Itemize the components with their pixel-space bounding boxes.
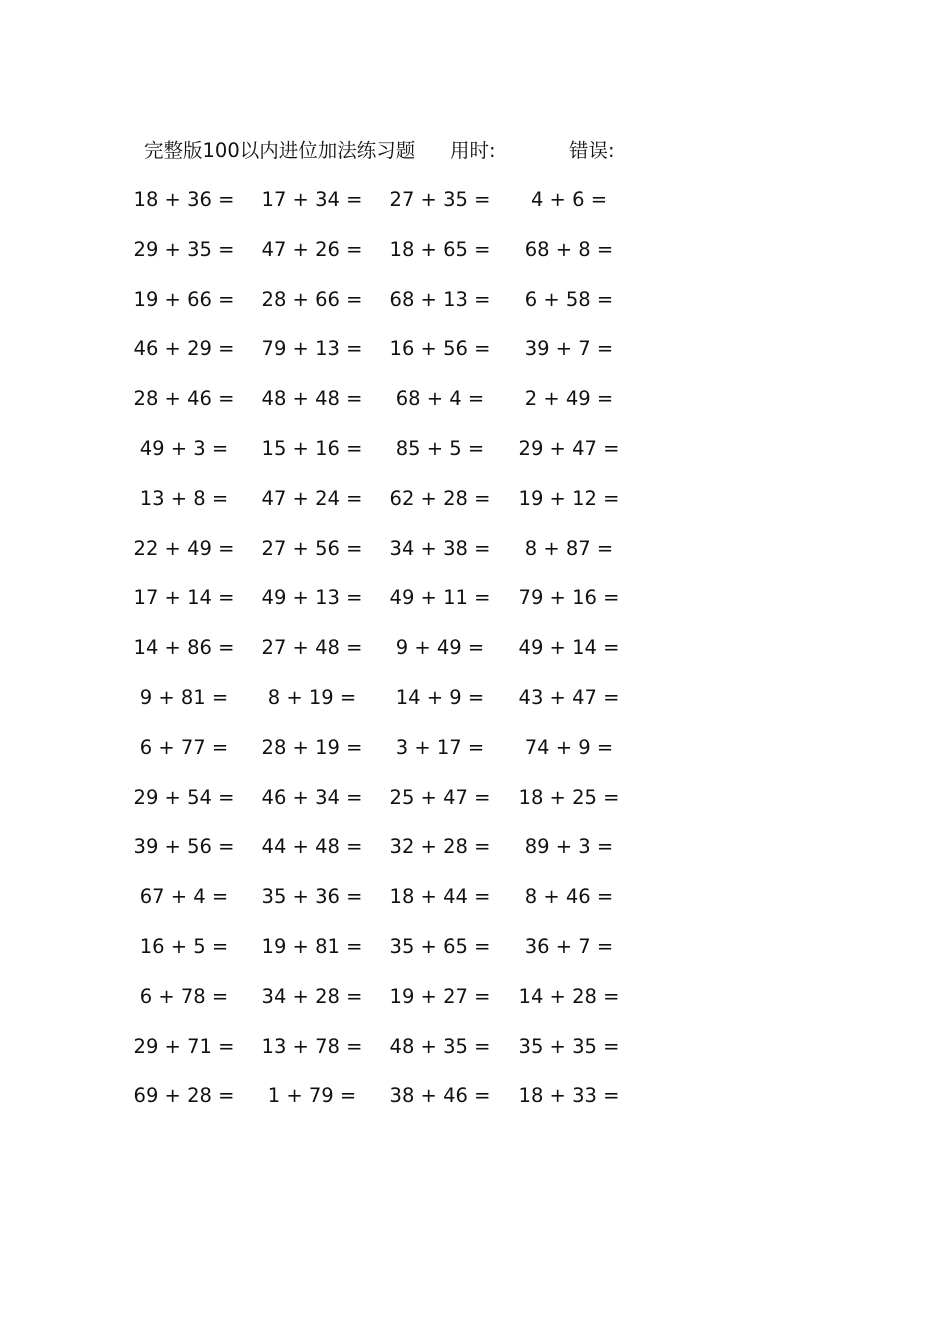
problem-cell: 13 + 78 = [261,1034,363,1058]
problem-cell: 16 + 5 = [139,935,229,958]
problem-cell: 29 + 35 = [133,237,235,261]
problem-cell: 28 + 66 = [261,287,363,311]
problem-cell: 79 + 16 = [518,586,620,610]
problem-cell: 22 + 49 = [133,536,235,560]
problem-cell: 38 + 46 = [389,1084,491,1108]
problem-cell: 49 + 13 = [261,586,363,610]
problem-cell: 44 + 48 = [261,835,363,859]
problem-cell: 6 + 78 = [139,984,229,1008]
problem-cell: 6 + 58 = [524,287,614,311]
problem-cell: 47 + 24 = [261,486,363,510]
problem-cell: 39 + 56 = [133,835,235,859]
problem-cell: 14 + 28 = [518,984,620,1008]
problem-cell: 14 + 9 = [395,686,485,709]
problem-cell: 46 + 29 = [133,337,235,361]
problem-cell: 48 + 48 = [261,387,363,411]
problem-cell: 8 + 46 = [524,885,614,909]
problem-cell: 35 + 65 = [389,935,491,958]
problem-cell: 9 + 49 = [395,636,485,660]
problem-cell: 68 + 13 = [389,287,491,311]
problem-cell: 25 + 47 = [389,785,491,809]
problem-cell: 39 + 7 = [524,337,614,361]
problem-cell: 3 + 17 = [395,735,485,759]
problem-cell: 18 + 36 = [133,188,235,211]
problem-cell: 15 + 16 = [261,437,363,460]
problem-cell: 18 + 44 = [389,885,491,909]
problem-cell: 35 + 36 = [261,885,363,909]
errors-label: 错误: [569,139,615,162]
problem-cell: 32 + 28 = [389,835,491,859]
problem-cell: 34 + 38 = [389,536,491,560]
problem-cell: 79 + 13 = [261,337,363,361]
problem-cell: 68 + 4 = [395,387,485,411]
problem-cell: 8 + 19 = [267,686,357,709]
problem-cell: 49 + 14 = [518,636,620,660]
problem-cell: 67 + 4 = [139,885,229,909]
problem-cell: 89 + 3 = [524,835,614,859]
problem-cell: 48 + 35 = [389,1034,491,1058]
problem-cell: 85 + 5 = [395,437,485,460]
problem-cell: 17 + 14 = [133,586,235,610]
problem-cell: 2 + 49 = [524,387,614,411]
worksheet-title: 完整版100以内进位加法练习题 [144,139,416,162]
problem-cell: 68 + 8 = [524,237,614,261]
problem-cell: 46 + 34 = [261,785,363,809]
problem-cell: 35 + 35 = [518,1034,620,1058]
problem-cell: 28 + 19 = [261,735,363,759]
problem-cell: 6 + 77 = [139,735,229,759]
problem-cell: 19 + 81 = [261,935,363,958]
problem-cell: 17 + 34 = [261,188,363,211]
problem-cell: 19 + 12 = [518,486,620,510]
problem-cell: 69 + 28 = [133,1084,235,1108]
problem-cell: 29 + 71 = [133,1034,235,1058]
problem-cell: 19 + 27 = [389,984,491,1008]
problem-cell: 27 + 56 = [261,536,363,560]
problem-cell: 74 + 9 = [524,735,614,759]
problem-cell: 19 + 66 = [133,287,235,311]
problem-cell: 47 + 26 = [261,237,363,261]
problem-cell: 18 + 65 = [389,237,491,261]
time-label: 用时: [450,139,496,162]
problem-cell: 27 + 35 = [389,188,491,211]
problem-cell: 34 + 28 = [261,984,363,1008]
problem-cell: 18 + 25 = [518,785,620,809]
problem-cell: 29 + 47 = [518,437,620,460]
problem-cell: 49 + 3 = [139,437,229,460]
problem-cell: 16 + 56 = [389,337,491,361]
problem-cell: 43 + 47 = [518,686,620,709]
problem-cell: 9 + 81 = [139,686,229,709]
problem-cell: 8 + 87 = [524,536,614,560]
problem-cell: 18 + 33 = [518,1084,620,1108]
problem-cell: 29 + 54 = [133,785,235,809]
problem-cell: 28 + 46 = [133,387,235,411]
problem-cell: 4 + 6 = [530,188,608,211]
problem-cell: 27 + 48 = [261,636,363,660]
problem-cell: 1 + 79 = [267,1084,357,1108]
problem-cell: 62 + 28 = [389,486,491,510]
problem-cell: 36 + 7 = [524,935,614,958]
problem-cell: 13 + 8 = [139,486,229,510]
problem-cell: 49 + 11 = [389,586,491,610]
problem-cell: 14 + 86 = [133,636,235,660]
